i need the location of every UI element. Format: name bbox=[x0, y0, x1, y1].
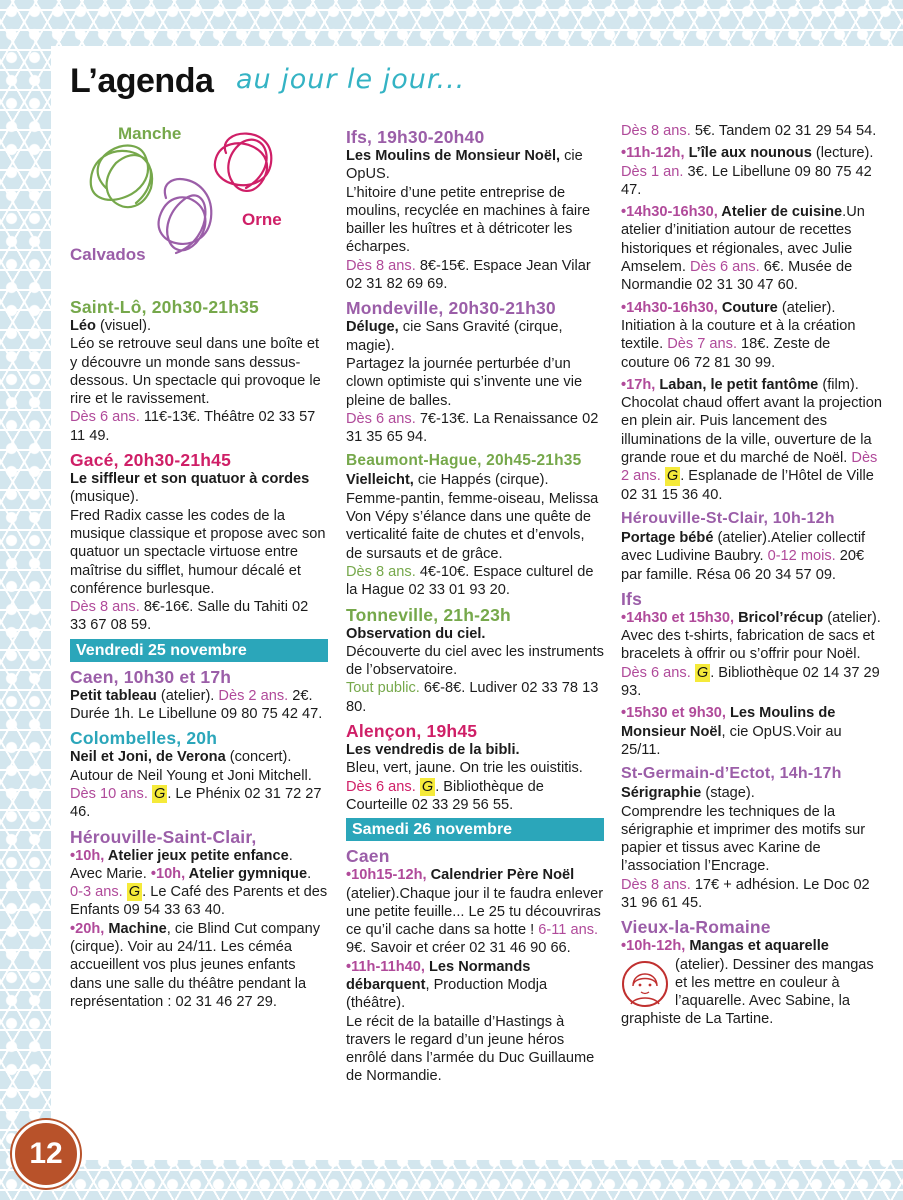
event-title: Vielleicht, bbox=[346, 472, 414, 489]
event-city: Gacé, 20h30-21h45 bbox=[70, 450, 232, 471]
age-label: 0-3 ans. bbox=[70, 884, 123, 901]
event-text bbox=[621, 609, 883, 700]
age-label: Dès 6 ans. bbox=[621, 664, 691, 681]
event-info bbox=[70, 785, 328, 822]
event-rest: (atelier). Dessiner des mangas et les mettre en couleur à l’aquarelle. Avec Sabine, la graphiste de La Tartine. bbox=[621, 956, 874, 1028]
event-city: Alençon, 19h45 bbox=[346, 721, 478, 742]
age-label: Dès 6 ans. bbox=[346, 778, 416, 795]
day-header: Samedi 26 novembre bbox=[346, 818, 604, 841]
event-city: Vieux-la-Romaine bbox=[621, 917, 771, 938]
event-info bbox=[621, 876, 883, 913]
age-label: 0-12 mois. bbox=[767, 548, 836, 565]
event-details: 9€. Savoir et créer 02 31 46 90 66. bbox=[346, 940, 571, 957]
event-info bbox=[346, 679, 604, 716]
age-label: Dès 8 ans. bbox=[621, 876, 691, 893]
event-details: . Le Café des Parents et des Enfants 09 54 33 63 40. bbox=[70, 884, 328, 919]
event-rest: (concert). Autour de Neil Young et Joni Mitchell. bbox=[70, 749, 312, 784]
event-desc: Comprendre les techniques de la sérigraphie et imprimer des motifs sur papier et tissus avec Karine de l’association l’Encrage. bbox=[621, 803, 866, 875]
event-city: Colombelles, 20h bbox=[70, 728, 218, 749]
event-rest: (stage). bbox=[701, 785, 755, 802]
event-city: Hérouville-St-Clair, 10h-12h bbox=[621, 509, 835, 527]
event-desc: Bleu, vert, jaune. On trie les ouistitis. bbox=[346, 760, 583, 777]
event-title: Mangas et aquarelle bbox=[685, 938, 829, 955]
event-rest: , Production Modja (théâtre). bbox=[346, 976, 548, 1012]
event-desc: Partagez la journée perturbée d’un clown optimiste qui s’invente une vie pleine de balles. bbox=[346, 355, 583, 409]
event-city: St-Germain-d’Ectot, 14h-17h bbox=[621, 765, 842, 783]
event-time: •15h30 et 9h30, bbox=[621, 705, 726, 722]
event-city: Ifs, 19h30-20h40 bbox=[346, 127, 485, 147]
event-rest: (atelier). Avec des t-shirts, fabrication de sacs et bracelets à offrir ou s’offrir pour Noël. bbox=[621, 609, 881, 663]
event-time: •14h30-16h30, bbox=[621, 204, 718, 221]
label-orne: Orne bbox=[242, 210, 282, 229]
age-label: Dès 8 ans. bbox=[70, 599, 140, 616]
event-title: Le siffleur et son quatuor à cordes bbox=[70, 471, 310, 488]
event-time: •10h, bbox=[150, 865, 186, 882]
event-details: 2€. Durée 1h. Le Libellune 09 80 75 42 47. bbox=[70, 687, 323, 723]
event-time: •14h30 et 15h30, bbox=[621, 609, 735, 626]
region-map-illustration bbox=[66, 118, 316, 278]
event-rest: , cie OpUS.Voir au 25/11. bbox=[621, 723, 842, 758]
event-details: 18€. Zeste de couture 06 72 81 30 99. bbox=[621, 336, 831, 371]
event-text bbox=[70, 920, 328, 1011]
event-rest: (atelier).Chaque jour il te faudra enlever une petite feuille... Le 25 tu découvriras ce qu’il cache dans sa hotte ! bbox=[346, 885, 604, 939]
event-title: Les Moulins de Monsieur Noël bbox=[621, 705, 836, 740]
event-details: 11€-13€. Théâtre 02 33 57 11 49. bbox=[70, 409, 316, 444]
event-details: 20€ par famille. Résa 06 20 34 57 09. bbox=[621, 548, 865, 583]
event-details: 6€-8€. Ludiver 02 33 78 13 80. bbox=[346, 680, 599, 715]
event-text bbox=[621, 203, 883, 294]
event-desc: Découverte du ciel avec les instruments de l’observatoire. bbox=[346, 643, 604, 679]
event-info bbox=[346, 410, 604, 447]
label-calvados: Calvados bbox=[70, 245, 146, 264]
age-label: Dès 6 ans. bbox=[689, 259, 760, 276]
event-title: Machine bbox=[104, 920, 167, 937]
free-badge: G bbox=[128, 884, 141, 901]
event-details: 7€-13€. La Renaissance 02 31 35 65 94. bbox=[346, 410, 599, 446]
event-info bbox=[70, 408, 328, 445]
event-text bbox=[70, 748, 328, 785]
event-text bbox=[621, 376, 883, 504]
event-text bbox=[621, 704, 883, 759]
page-title: L’agenda bbox=[70, 62, 214, 100]
event-title: Déluge, bbox=[346, 319, 399, 336]
event-city: Ifs bbox=[621, 588, 643, 609]
age-label: Dès 8 ans. bbox=[621, 123, 691, 139]
event-rest: (lecture). bbox=[811, 145, 874, 162]
page-title-script: au jour le jour... bbox=[236, 64, 466, 95]
age-label: Dès 6 ans. bbox=[346, 410, 416, 427]
event-text bbox=[70, 317, 328, 335]
event-city: Caen bbox=[346, 846, 390, 867]
illustrator-avatar bbox=[621, 960, 669, 1008]
event-title: Atelier jeux petite enfance bbox=[104, 847, 289, 864]
event-info bbox=[346, 563, 604, 600]
event-details: . Le Phénix 02 31 72 27 46. bbox=[70, 785, 322, 821]
event-title: Portage bébé bbox=[621, 529, 714, 546]
event-time: •14h30-16h30, bbox=[621, 299, 718, 316]
event-title: Atelier de cuisine bbox=[717, 204, 843, 221]
event-title: Laban, le petit fantôme bbox=[655, 376, 819, 393]
event-text bbox=[621, 529, 883, 584]
event-time: •10h15-12h, bbox=[346, 867, 427, 884]
page-number-badge bbox=[12, 1120, 80, 1188]
age-label: Dès 8 ans. bbox=[346, 563, 416, 580]
age-label: Dès 2 ans. bbox=[218, 687, 289, 704]
event-title: Atelier gymnique bbox=[185, 865, 308, 882]
event-rest: (visuel). bbox=[95, 318, 152, 334]
event-details: . Esplanade de l’Hôtel de Ville 02 31 15 36 40. bbox=[621, 468, 874, 503]
column-1 bbox=[70, 292, 328, 1011]
event-text bbox=[346, 958, 604, 1013]
event-title: Léo bbox=[70, 318, 96, 334]
event-rest: . Avec Marie. bbox=[70, 847, 293, 882]
column-2 bbox=[346, 122, 604, 1086]
orne-scribble bbox=[215, 134, 271, 191]
age-label: 6-11 ans. bbox=[538, 922, 599, 939]
event-city: Saint-Lô, 20h30-21h35 bbox=[70, 297, 259, 317]
event-title: Les Normands débarquent bbox=[346, 958, 531, 993]
event-desc: Le récit de la bataille d’Hastings à travers le regard d’un jeune héros enrôlé dans l’armée du Duc Guillaume de Normandie. bbox=[346, 1013, 595, 1085]
event-details: 8€-15€. Espace Jean Vilar 02 31 82 69 69. bbox=[346, 257, 591, 293]
event-time: •11h-12h, bbox=[621, 145, 685, 162]
event-details: 8€-16€. Salle du Tahiti 02 33 67 08 59. bbox=[70, 599, 309, 634]
event-info bbox=[346, 778, 604, 815]
event-info bbox=[70, 598, 328, 635]
page-number: 12 bbox=[29, 1137, 63, 1170]
event-text bbox=[70, 687, 328, 724]
event-rest: (atelier). bbox=[156, 687, 219, 704]
event-title: Neil et Joni, de Verona bbox=[70, 749, 226, 766]
free-badge: G bbox=[421, 778, 434, 795]
event-title: Les Moulins de Monsieur Noël, bbox=[346, 148, 561, 164]
age-label: Dès 7 ans. bbox=[667, 336, 737, 353]
age-label: Dès 1 an. bbox=[621, 163, 684, 180]
event-details: 17€ + adhésion. Le Doc 02 31 96 61 45. bbox=[621, 876, 870, 911]
event-rest: , cie Blind Cut company (cirque). Voir au 24/11. Les céméa accueillent vos plus jeunes enfants dans une salle du théâtre pendant la représentation : 02 31 46 27 29. bbox=[70, 920, 321, 1010]
event-text bbox=[346, 866, 604, 957]
event-info bbox=[621, 122, 883, 140]
event-rest: cie Sans Gravité (cirque, magie). bbox=[346, 319, 563, 354]
event-text bbox=[346, 147, 604, 184]
event-title: Bricol’récup bbox=[734, 609, 824, 626]
event-rest: (musique). bbox=[70, 489, 139, 506]
age-label: Tout public. bbox=[346, 680, 420, 697]
event-rest: cie OpUS. bbox=[346, 148, 583, 183]
event-text bbox=[70, 847, 328, 920]
event-desc: L’hitoire d’une petite entreprise de moulins, recyclée en machines à faire bailler les huîtres et à détricoter les écharpes. bbox=[346, 184, 591, 256]
event-text bbox=[346, 318, 604, 355]
calvados-scribble bbox=[159, 179, 212, 253]
manche-scribble bbox=[91, 146, 152, 208]
event-text bbox=[621, 784, 883, 802]
event-text bbox=[621, 144, 883, 199]
label-manche: Manche bbox=[118, 124, 182, 143]
event-rest: . bbox=[307, 865, 312, 882]
event-title: Les vendredis de la bibli. bbox=[346, 742, 520, 759]
event-city: Tonneville, 21h-23h bbox=[346, 604, 511, 625]
free-badge: G bbox=[696, 664, 709, 681]
event-time: •11h-11h40, bbox=[346, 958, 425, 975]
event-city: Hérouville-Saint-Clair, bbox=[70, 826, 257, 847]
event-title: Petit tableau bbox=[70, 687, 157, 704]
event-time: •17h, bbox=[621, 376, 656, 393]
event-details: . Bibliothèque 02 14 37 29 93. bbox=[621, 664, 880, 700]
event-text bbox=[621, 937, 883, 1028]
event-title: Sérigraphie bbox=[621, 785, 702, 802]
event-desc: Léo se retrouve seul dans une boîte et y découvre un monde sans dessus-dessous. Un spectacle qui provoque le rire et le ravissement. bbox=[70, 336, 321, 408]
event-text bbox=[70, 470, 328, 507]
event-rest: (atelier).Atelier collectif avec Ludivine Baubry. bbox=[621, 529, 866, 565]
event-details: 5€. Tandem 02 31 29 54 54. bbox=[690, 123, 877, 139]
event-details: . Bibliothèque de Courteille 02 33 29 56 55. bbox=[346, 778, 544, 813]
event-title: Couture bbox=[717, 299, 778, 316]
event-time: •20h, bbox=[70, 920, 105, 937]
event-desc: Fred Radix casse les codes de la musique classique et propose avec son quatuor un spectacle virtuose entre maîtrise du sifflet, humour décalé et conférence burlesque. bbox=[70, 507, 326, 597]
event-title: Calendrier Père Noël bbox=[426, 867, 575, 884]
event-info bbox=[346, 257, 604, 294]
age-label: Dès 10 ans. bbox=[70, 785, 148, 802]
event-text bbox=[621, 299, 883, 372]
event-title: Observation du ciel. bbox=[346, 625, 486, 642]
event-rest: .Un atelier d’initiation autour de recettes historiques et régionales, avec Julie Amselem. bbox=[621, 204, 865, 276]
event-title: L’île aux nounous bbox=[684, 145, 812, 162]
event-city: Beaumont-Hague, 20h45-21h35 bbox=[346, 452, 582, 470]
event-details: 4€-10€. Espace culturel de la Hague 02 33 01 93 20. bbox=[346, 563, 594, 599]
event-rest: cie Happés (cirque). Femme-pantin, femme-oiseau, Melissa Von Vépy s’élance dans une quête de verticalité faite de chutes et d’envols, de sursauts et de grâce. bbox=[346, 472, 599, 562]
event-time: •10h-12h, bbox=[621, 938, 686, 955]
event-city: Mondeville, 20h30-21h30 bbox=[346, 298, 556, 319]
event-city: Caen, 10h30 et 17h bbox=[70, 666, 232, 687]
age-label: Dès 2 ans. bbox=[621, 450, 878, 485]
free-badge: G bbox=[666, 468, 679, 485]
event-text bbox=[346, 471, 604, 562]
age-label: Dès 6 ans. bbox=[70, 409, 140, 426]
event-details: 3€. Le Libellune 09 80 75 42 47. bbox=[621, 163, 872, 198]
event-rest: (atelier). Initiation à la couture et à la création textile. bbox=[621, 299, 856, 353]
age-label: Dès 8 ans. bbox=[346, 257, 416, 274]
event-details: 6€. Musée de Normandie 02 31 30 47 60. bbox=[621, 259, 853, 294]
event-rest: (film). Chocolat chaud offert avant la projection en plein air. Puis lancement des illuminations de la ville, ouverture de la grande roue et du marché de Noël. bbox=[621, 376, 882, 467]
day-header: Vendredi 25 novembre bbox=[70, 639, 328, 662]
free-badge: G bbox=[153, 785, 166, 802]
event-time: •10h, bbox=[70, 847, 105, 864]
column-3 bbox=[621, 122, 883, 1029]
